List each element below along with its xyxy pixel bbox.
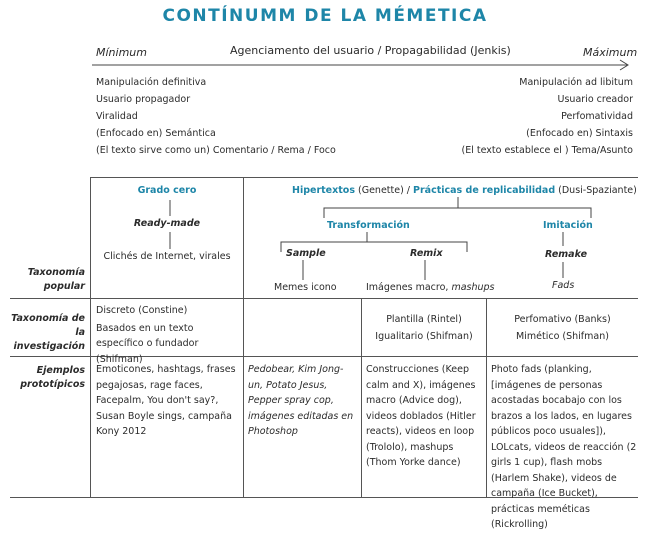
row-label-taxonomia-investigacion: Taxonomía de la investigación [11, 313, 85, 352]
investigacion-basados: Basados en un texto específico o fundador (Shifman) [96, 322, 199, 365]
investigacion-col4 [487, 311, 638, 345]
label-practicas: Prácticas de replicabilidad [413, 185, 556, 196]
ejemplos-col1: Emoticones, hashtags, frases pegajosas, rage faces, Facepalm, You don't say?, Susan Boyle sings, campaña Kony 2012 [96, 364, 236, 437]
ejemplos-col4: Photo fads (planking, [imágenes de personas acostadas bocabajo con los brazos a los lados, en lugares públicos poco usuales]), LOLcats, videos de reacción (2 girls 1 cup), flash mobs (Harlem Shake), videos de campaña (Ice Bucket), prácticas meméticas (Rickrolling) [491, 364, 637, 530]
left-item-comentario: (El texto sirve como un) Comentario / Rema / Foco [96, 145, 336, 156]
label-hipertextos: Hipertextos [292, 185, 355, 196]
label-imitacion: Imitación [543, 220, 593, 231]
investigacion-col1 [96, 303, 241, 367]
right-item-tema: (El texto establece el ) Tema/Asunto [461, 145, 633, 156]
label-dusi: (Dusi-Spaziante) [555, 185, 637, 196]
right-item-perfomatividad: Perfomatividad [561, 111, 633, 122]
label-remake: Remake [545, 249, 588, 260]
label-imagenes-macro-mashups [366, 282, 494, 293]
investigacion-discreto: Discreto (Constine) [96, 305, 188, 316]
axis-max-label: Máximum [583, 46, 638, 59]
left-item-semantica: (Enfocado en) Semántica [96, 128, 216, 139]
axis-center-label: Agenciamento del usuario / Propagabilidad (Jenkis) [230, 44, 511, 57]
investigacion-col3 [362, 311, 486, 345]
row-label-taxonomia-popular: Taxonomía popular [27, 267, 85, 292]
label-memes-icono: Memes icono [274, 282, 337, 293]
label-genette: (Genette) / [354, 185, 414, 196]
investigacion-plantilla: Plantilla (Rintel) [386, 314, 462, 325]
label-remix: Remix [410, 248, 443, 259]
ejemplos-col3: Construcciones (Keep calm and X), imágenes macro (Advice dog), videos doblados (Hitler reacts), videos en loop (Trololo), mashups (Thom Yorke dance) [366, 364, 476, 468]
investigacion-igualitario: Igualitario (Shifman) [375, 331, 473, 342]
label-sample: Sample [286, 248, 326, 259]
right-item-manipulacion: Manipulación ad libitum [519, 77, 633, 88]
label-fads: Fads [552, 280, 575, 291]
investigacion-perfomativo: Perfomativo (Banks) [514, 314, 611, 325]
ejemplos-col2: Pedobear, Kim Jong-un, Potato Jesus, Pepper spray cop, imágenes editadas en Photoshop [248, 364, 354, 437]
label-transformacion: Transformación [327, 220, 410, 231]
left-item-viralidad: Viralidad [96, 111, 138, 122]
label-hipertextos-practicas [292, 185, 637, 196]
label-cliches: Clichés de Internet, virales [103, 251, 231, 262]
investigacion-mimetico: Mimético (Shifman) [516, 331, 609, 342]
left-item-manipulacion: Manipulación definitiva [96, 77, 207, 88]
label-mashups: mashups [451, 282, 495, 293]
diagram-title: CONTÍNUMM DE LA MÉMETICA [162, 6, 488, 26]
row-label-ejemplos: Ejemplos prototípicos [20, 365, 85, 390]
label-grado-cero: Grado cero [137, 185, 197, 196]
axis-min-label: Mínimum [96, 46, 147, 59]
right-item-usuario: Usuario creador [557, 94, 633, 105]
left-item-usuario: Usuario propagador [96, 94, 191, 105]
right-item-sintaxis: (Enfocado en) Sintaxis [526, 128, 633, 139]
label-imagenes-macro: Imágenes macro, [366, 282, 452, 293]
label-ready-made: Ready-made [133, 218, 201, 229]
